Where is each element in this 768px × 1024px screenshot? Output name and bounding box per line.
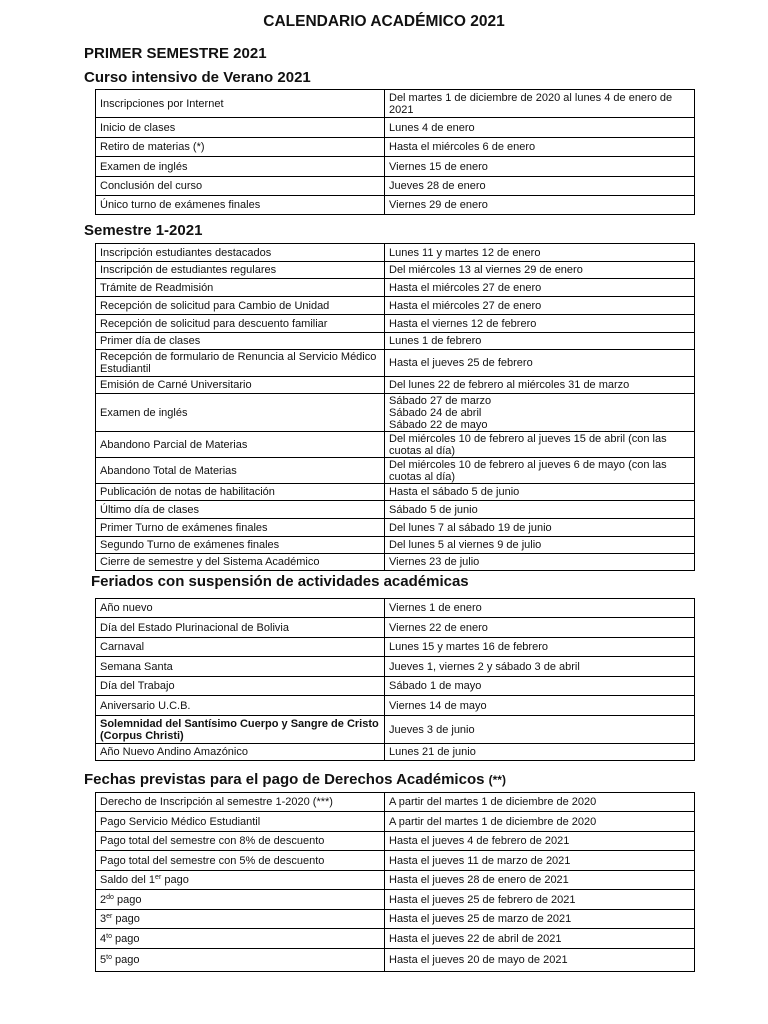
date-cell: Lunes 11 y martes 12 de enero xyxy=(385,244,695,262)
date-cell: Viernes 15 de enero xyxy=(385,157,695,177)
table-row xyxy=(96,90,695,118)
item-cell: Único turno de exámenes finales xyxy=(96,196,385,215)
table-row xyxy=(96,716,695,744)
item-cell: Año Nuevo Andino Amazónico xyxy=(96,744,385,761)
item-cell: Semana Santa xyxy=(96,657,385,677)
item-cell: Recepción de solicitud para Cambio de Unidad xyxy=(96,297,385,315)
table-row xyxy=(96,832,695,851)
ordinal-suffix: do xyxy=(106,893,114,901)
date-cell: Del lunes 22 de febrero al miércoles 31 de marzo xyxy=(385,377,695,394)
date-cell: Lunes 1 de febrero xyxy=(385,333,695,350)
table-row xyxy=(96,196,695,215)
date-cell: Hasta el sábado 5 de junio xyxy=(385,484,695,501)
date-cell: Hasta el viernes 12 de febrero xyxy=(385,315,695,333)
table-row xyxy=(96,118,695,138)
table-row xyxy=(96,890,695,910)
verano-table xyxy=(95,89,695,215)
table-row xyxy=(96,677,695,696)
item-cell: Primer día de clases xyxy=(96,333,385,350)
item-text: 4 xyxy=(100,932,107,945)
table-row xyxy=(96,138,695,157)
item-cell: Segundo Turno de exámenes finales xyxy=(96,537,385,554)
date-cell xyxy=(385,394,695,432)
pagos-heading xyxy=(84,771,506,788)
table-row xyxy=(96,501,695,519)
date-cell: Viernes 1 de enero xyxy=(385,599,695,618)
table-row xyxy=(96,458,695,484)
item-cell: Día del Trabajo xyxy=(96,677,385,696)
date-cell: Hasta el miércoles 27 de enero xyxy=(385,279,695,297)
date-cell: Hasta el jueves 25 de febrero de 2021 xyxy=(385,890,695,910)
date-cell: Hasta el miércoles 27 de enero xyxy=(385,297,695,315)
date-cell: Hasta el jueves 25 de marzo de 2021 xyxy=(385,910,695,929)
item-cell: Aniversario U.C.B. xyxy=(96,696,385,716)
item-cell: Retiro de materias (*) xyxy=(96,138,385,157)
item-cell: Pago Servicio Médico Estudiantil xyxy=(96,812,385,832)
date-line: Sábado 27 de marzo xyxy=(389,394,492,407)
semestre-table xyxy=(95,243,695,571)
table-row xyxy=(96,244,695,262)
item-cell: Derecho de Inscripción al semestre 1-2020 (***) xyxy=(96,793,385,812)
item-cell: Publicación de notas de habilitación xyxy=(96,484,385,501)
item-cell xyxy=(96,949,385,972)
verano-heading: Curso intensivo de Verano 2021 xyxy=(84,69,311,86)
table-row xyxy=(96,910,695,929)
table-row xyxy=(96,177,695,196)
date-cell: Viernes 14 de mayo xyxy=(385,696,695,716)
date-cell: Hasta el jueves 4 de febrero de 2021 xyxy=(385,832,695,851)
item-cell: Cierre de semestre y del Sistema Académico xyxy=(96,554,385,571)
table-row xyxy=(96,484,695,501)
date-cell: Hasta el miércoles 6 de enero xyxy=(385,138,695,157)
table-row xyxy=(96,929,695,949)
date-cell: Hasta el jueves 11 de marzo de 2021 xyxy=(385,851,695,871)
table-row xyxy=(96,297,695,315)
table-row xyxy=(96,394,695,432)
ordinal-suffix: er xyxy=(155,874,162,881)
date-cell: Jueves 28 de enero xyxy=(385,177,695,196)
pagos-heading-text: Fechas previstas para el pago de Derechos Académicos xyxy=(84,771,485,788)
table-row xyxy=(96,537,695,554)
date-cell: Viernes 29 de enero xyxy=(385,196,695,215)
item-text: pago xyxy=(161,874,189,886)
date-cell: Del lunes 5 al viernes 9 de julio xyxy=(385,537,695,554)
date-cell: Del martes 1 de diciembre de 2020 al lunes 4 de enero de 2021 xyxy=(385,90,695,118)
item-cell: Recepción de formulario de Renuncia al Servicio Médico Estudiantil xyxy=(96,350,385,377)
table-row xyxy=(96,377,695,394)
date-cell: Sábado 5 de junio xyxy=(385,501,695,519)
date-line: Sábado 24 de abril xyxy=(389,406,482,419)
item-cell: Recepción de solicitud para descuento familiar xyxy=(96,315,385,333)
ordinal-suffix: to xyxy=(106,954,112,961)
date-cell: Hasta el jueves 20 de mayo de 2021 xyxy=(385,949,695,972)
date-cell: Jueves 3 de junio xyxy=(385,716,695,744)
item-cell: Inscripción de estudiantes regulares xyxy=(96,262,385,279)
date-cell: Hasta el jueves 25 de febrero xyxy=(385,350,695,377)
item-cell: Trámite de Readmisión xyxy=(96,279,385,297)
document-title: CALENDARIO ACADÉMICO 2021 xyxy=(263,13,505,30)
ordinal-suffix: er xyxy=(106,913,113,920)
date-cell: Del miércoles 13 al viernes 29 de enero xyxy=(385,262,695,279)
table-row xyxy=(96,157,695,177)
table-row xyxy=(96,315,695,333)
table-row xyxy=(96,696,695,716)
item-text: pago xyxy=(111,932,140,945)
item-cell: Abandono Total de Materias xyxy=(96,458,385,484)
table-row xyxy=(96,638,695,657)
item-cell: Pago total del semestre con 8% de descuento xyxy=(96,832,385,851)
feriados-table xyxy=(95,598,695,761)
table-row xyxy=(96,812,695,832)
table-row xyxy=(96,519,695,537)
item-cell: Examen de inglés xyxy=(96,394,385,432)
item-cell: Año nuevo xyxy=(96,599,385,618)
date-cell: Hasta el jueves 28 de enero de 2021 xyxy=(385,871,695,890)
item-cell: Inscripciones por Internet xyxy=(96,90,385,118)
item-cell: Inscripción estudiantes destacados xyxy=(96,244,385,262)
date-cell: Del lunes 7 al sábado 19 de junio xyxy=(385,519,695,537)
item-cell: Inicio de clases xyxy=(96,118,385,138)
date-cell: Del miércoles 10 de febrero al jueves 6 de mayo (con las cuotas al día) xyxy=(385,458,695,484)
date-cell: A partir del martes 1 de diciembre de 2020 xyxy=(385,812,695,832)
table-row xyxy=(96,279,695,297)
item-text: 2 xyxy=(100,893,107,906)
table-row xyxy=(96,262,695,279)
item-cell xyxy=(96,890,385,910)
table-row xyxy=(96,851,695,871)
item-cell xyxy=(96,929,385,949)
date-cell: Jueves 1, viernes 2 y sábado 3 de abril xyxy=(385,657,695,677)
item-cell xyxy=(96,910,385,929)
item-cell: Conclusión del curso xyxy=(96,177,385,196)
date-cell: Sábado 1 de mayo xyxy=(385,677,695,696)
table-row xyxy=(96,657,695,677)
item-cell: Pago total del semestre con 5% de descuento xyxy=(96,851,385,871)
table-row xyxy=(96,871,695,890)
item-cell: Carnaval xyxy=(96,638,385,657)
date-cell: Del miércoles 10 de febrero al jueves 15 de abril (con las cuotas al día) xyxy=(385,432,695,458)
table-row xyxy=(96,599,695,618)
item-cell: Último día de clases xyxy=(96,501,385,519)
date-cell: Lunes 4 de enero xyxy=(385,118,695,138)
date-cell: Hasta el jueves 22 de abril de 2021 xyxy=(385,929,695,949)
item-cell: Emisión de Carné Universitario xyxy=(96,377,385,394)
table-row xyxy=(96,350,695,377)
date-cell: Viernes 22 de enero xyxy=(385,618,695,638)
item-text: pago xyxy=(111,954,140,966)
table-row xyxy=(96,793,695,812)
feriados-heading: Feriados con suspensión de actividades académicas xyxy=(91,573,469,590)
date-cell: Lunes 15 y martes 16 de febrero xyxy=(385,638,695,657)
item-cell xyxy=(96,871,385,890)
item-cell: Examen de inglés xyxy=(96,157,385,177)
item-cell: Primer Turno de exámenes finales xyxy=(96,519,385,537)
ordinal-suffix: to xyxy=(106,932,112,940)
table-row xyxy=(96,554,695,571)
item-text: 5 xyxy=(100,954,107,966)
semestre-heading: Semestre 1-2021 xyxy=(84,222,203,239)
item-text: 3 xyxy=(100,913,107,925)
date-line: Sábado 22 de mayo xyxy=(389,418,488,431)
pagos-table xyxy=(95,792,695,972)
table-row xyxy=(96,333,695,350)
table-row xyxy=(96,618,695,638)
item-text: pago xyxy=(112,913,140,925)
item-cell: Solemnidad del Santísimo Cuerpo y Sangre de Cristo (Corpus Christi) xyxy=(96,716,385,744)
table-row xyxy=(96,432,695,458)
primer-semestre-heading: PRIMER SEMESTRE 2021 xyxy=(84,45,267,62)
item-cell: Día del Estado Plurinacional de Bolivia xyxy=(96,618,385,638)
date-cell: Lunes 21 de junio xyxy=(385,744,695,761)
item-text: Saldo del 1 xyxy=(100,874,156,886)
item-text: pago xyxy=(113,893,142,906)
date-cell: A partir del martes 1 de diciembre de 2020 xyxy=(385,793,695,812)
table-row xyxy=(96,744,695,761)
date-cell: Viernes 23 de julio xyxy=(385,554,695,571)
pagos-heading-note: (**) xyxy=(488,773,506,787)
item-cell: Abandono Parcial de Materias xyxy=(96,432,385,458)
table-row xyxy=(96,949,695,972)
